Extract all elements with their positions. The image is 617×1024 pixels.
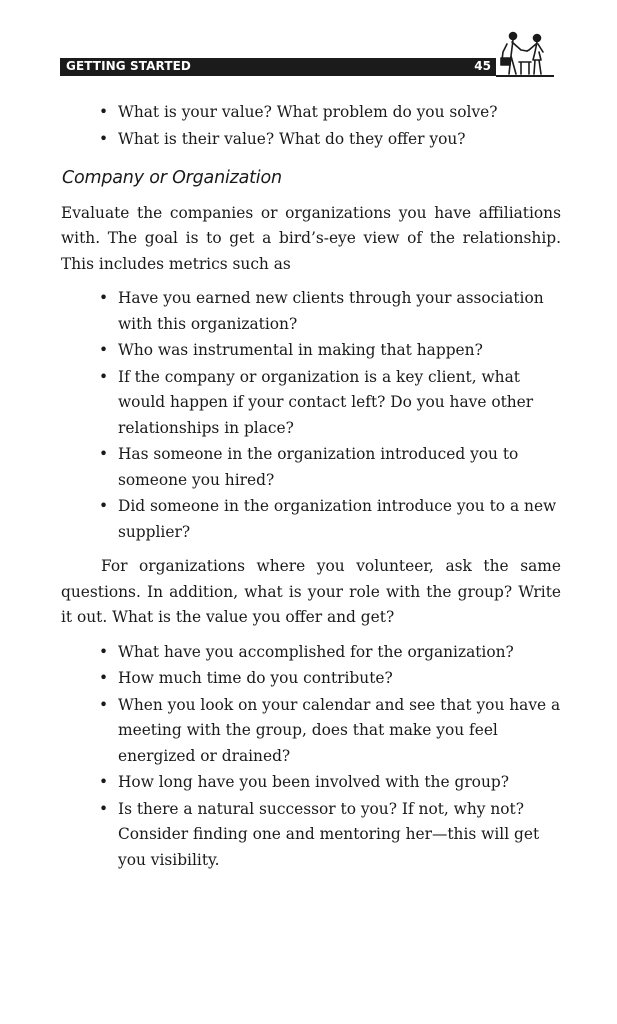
page-content xyxy=(61,100,561,874)
body-paragraph: For organizations where you volunteer, ask the same questions. In addition, what is your role with the group? Write it out. What is the value you offer and get? xyxy=(61,557,561,626)
list-item: • What have you accomplished for the organization? xyxy=(118,640,561,666)
section-heading: Company or Organization xyxy=(62,168,282,188)
list-item: • How long have you been involved with the group? xyxy=(118,770,561,796)
list-item: • How much time do you contribute? xyxy=(118,666,561,692)
list-item: • What is their value? What do they offer you? xyxy=(118,127,561,153)
running-header-bar xyxy=(60,58,496,76)
handshake-figures-icon xyxy=(499,30,555,76)
metrics-bullet-list xyxy=(61,286,561,545)
list-item: • Have you earned new clients through your association with this organization? xyxy=(118,286,561,337)
list-item: • Has someone in the organization introduced you to someone you hired? xyxy=(118,442,561,493)
intro-bullet-list xyxy=(61,100,561,152)
list-item: • Is there a natural successor to you? If not, why not? Consider finding one and mentoring her—this will get you visibility. xyxy=(118,797,561,874)
list-item: • Who was instrumental in making that happen? xyxy=(118,338,561,364)
list-item: • When you look on your calendar and see that you have a meeting with the group, does that make you feel energized or drained? xyxy=(118,693,561,770)
body-paragraph: Evaluate the companies or organizations you have affiliations with. The goal is to get a bird’s-eye view of the relationship. This includes metrics such as xyxy=(61,203,561,273)
page-number: 45 xyxy=(474,59,491,73)
running-header-title: GETTING STARTED xyxy=(66,59,191,73)
list-item: • Did someone in the organization introduce you to a new supplier? xyxy=(118,494,561,545)
volunteer-bullet-list xyxy=(61,640,561,874)
list-item: • What is your value? What problem do you solve? xyxy=(118,100,561,126)
list-item: • If the company or organization is a key client, what would happen if your contact left? Do you have other relationships in place? xyxy=(118,365,561,442)
